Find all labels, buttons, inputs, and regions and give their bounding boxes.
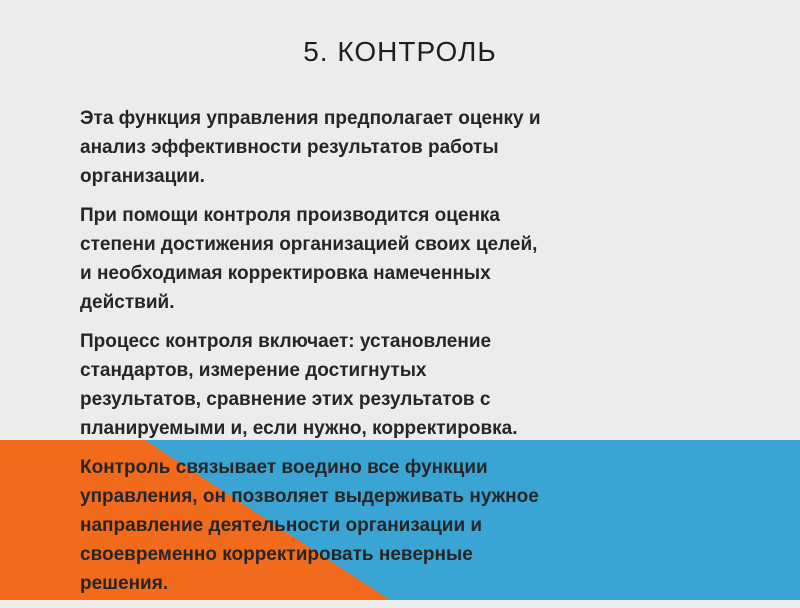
paragraph-line: Контроль связывает воедино все функции [80, 457, 488, 478]
paragraph-line: результатов, сравнение этих результатов с [80, 389, 491, 410]
paragraph-line: и необходимая корректировка намеченных [80, 263, 491, 284]
paragraph-line: степени достижения организацией своих целей, [80, 234, 538, 255]
paragraph-line: направление деятельности организации и [80, 515, 483, 536]
paragraph-line: управления, он позволяет выдерживать нужное [80, 486, 539, 507]
slide-content [80, 104, 740, 608]
slide-title: 5. КОНТРОЛЬ [303, 36, 497, 67]
paragraph-evaluation [80, 104, 740, 191]
paragraph-line: организации. [80, 166, 205, 187]
paragraph-functions-link [80, 453, 740, 598]
paragraph-line: Эта функция управления предполагает оценку и [80, 108, 541, 129]
paragraph-line: решения. [80, 573, 169, 594]
paragraph-line: Процесс контроля включает: установление [80, 331, 492, 352]
paragraph-line: стандартов, измерение достигнутых [80, 360, 427, 381]
paragraph-control-process [80, 327, 740, 443]
paragraph-goal-assessment [80, 201, 740, 317]
paragraph-line: планируемыми и, если нужно, корректировка. [80, 418, 518, 439]
paragraph-line: При помощи контроля производится оценка [80, 205, 501, 226]
paragraph-line: анализ эффективности результатов работы [80, 137, 499, 158]
paragraph-line: своевременно корректировать неверные [80, 544, 473, 565]
paragraph-line: действий. [80, 292, 175, 313]
